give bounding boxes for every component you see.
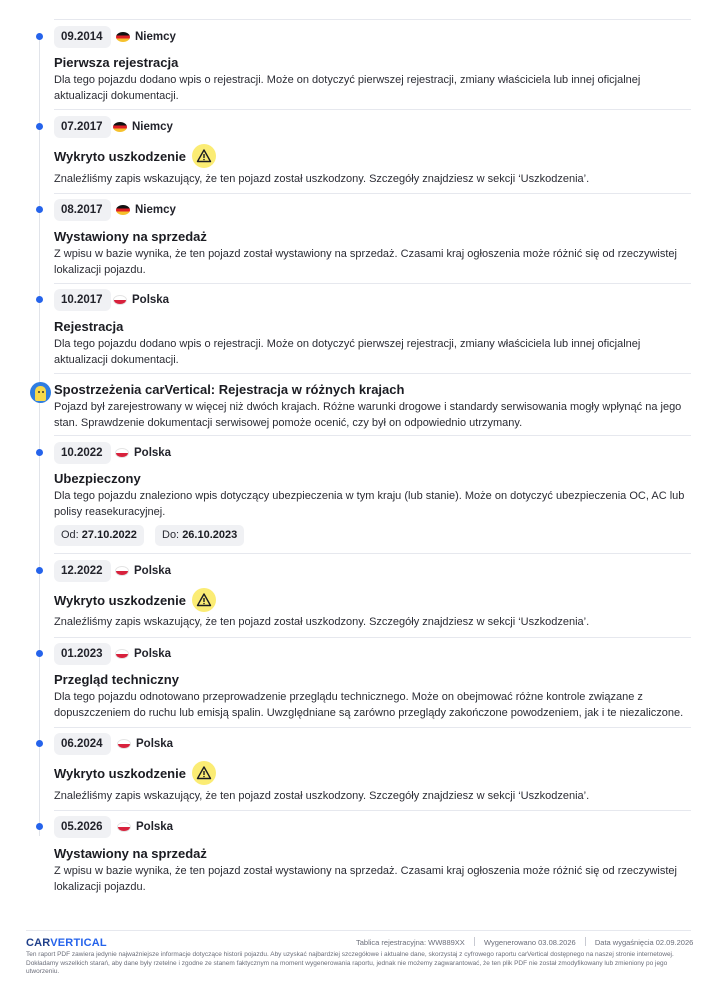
plate-value: WW889XX — [428, 938, 465, 947]
plate-label: Tablica rejestracyjna: — [356, 938, 427, 947]
country-label: Polska — [115, 447, 171, 459]
insight-description: Pojazd był zarejestrowany w więcej niż dwóch krajach. Różne warunki drogowe i standardy serwisowania mogły wpłynąć na jego stan. Sprawdzenie dokumentacji serwisowej pomoże ocenić, czy był on odpowiednio utrzymany. — [54, 401, 682, 429]
generated-value: 03.08.2026 — [538, 938, 576, 947]
divider — [54, 109, 691, 110]
event-description: Znaleźliśmy zapis wskazujący, że ten pojazd został uszkodzony. Szczegóły znajdziesz w sekcji ‘Uszkodzenia’. — [54, 173, 590, 185]
timeline-dot — [36, 823, 43, 830]
divider — [54, 553, 691, 554]
germany-flag-icon — [116, 32, 130, 42]
divider — [54, 435, 691, 436]
expiry-value: 02.09.2026 — [655, 938, 694, 947]
event-title: Wykryto uszkodzenie — [54, 588, 216, 612]
divider — [54, 637, 691, 638]
divider — [54, 19, 691, 20]
divider — [26, 930, 691, 931]
divider — [54, 283, 691, 284]
country-label: Niemcy — [116, 31, 176, 43]
divider — [54, 810, 691, 811]
date-chip: 10.2017 — [54, 289, 111, 311]
timeline-dot — [36, 567, 43, 574]
timeline-dot — [36, 206, 43, 213]
event-description: Dla tego pojazdu dodano wpis o rejestracji. Może on dotyczyć pierwszej rejestracji, zmiany właściciela lub innej oficjalnej aktualizacji dokumentacji. — [54, 338, 641, 366]
event-description: Znaleźliśmy zapis wskazujący, że ten pojazd został uszkodzony. Szczegóły znajdziesz w sekcji ‘Uszkodzenia’. — [54, 790, 590, 802]
date-chip: 09.2014 — [54, 26, 111, 48]
carvertical-logo: CARVERTICAL — [26, 937, 107, 949]
event-description: Znaleźliśmy zapis wskazujący, że ten pojazd został uszkodzony. Szczegóły znajdziesz w sekcji ‘Uszkodzenia’. — [54, 616, 590, 628]
timeline-dot — [36, 33, 43, 40]
poland-flag-icon — [115, 649, 129, 659]
poland-flag-icon — [117, 739, 131, 749]
poland-flag-icon — [115, 566, 129, 576]
country-label: Polska — [113, 294, 169, 306]
event-title: Wystawiony na sprzedaż — [54, 229, 207, 244]
poland-flag-icon — [115, 448, 129, 458]
generated-label: Wygenerowano — [484, 938, 537, 947]
germany-flag-icon — [113, 122, 127, 132]
insurance-from: Od: 27.10.2022 — [54, 525, 144, 546]
timeline-dot — [36, 650, 43, 657]
event-title: Pierwsza rejestracja — [54, 55, 179, 70]
event-title: Wykryto uszkodzenie — [54, 761, 216, 785]
country-label: Niemcy — [113, 121, 173, 133]
report-footer — [0, 930, 717, 1000]
date-chip: 12.2022 — [54, 560, 111, 582]
date-chip: 06.2024 — [54, 733, 111, 755]
event-description: Z wpisu w bazie wynika, że ten pojazd został wystawiony na sprzedaż. Czasami kraj ogłoszenia może różnić się od rzeczywistej lokalizacji pojazdu. — [54, 865, 677, 893]
date-chip: 01.2023 — [54, 643, 111, 665]
warning-icon — [192, 144, 216, 168]
date-chip: 08.2017 — [54, 199, 111, 221]
event-description: Z wpisu w bazie wynika, że ten pojazd został wystawiony na sprzedaż. Czasami kraj ogłoszenia może różnić się od rzeczywistej lokalizacji pojazdu. — [54, 248, 677, 276]
event-title: Przegląd techniczny — [54, 672, 179, 687]
date-chip: 10.2022 — [54, 442, 111, 464]
divider — [54, 373, 691, 374]
country-label: Niemcy — [116, 204, 176, 216]
poland-flag-icon — [113, 295, 127, 305]
timeline-dot — [36, 296, 43, 303]
event-title: Wystawiony na sprzedaż — [54, 846, 207, 861]
carvertical-mascot-icon — [30, 382, 51, 403]
report-meta — [356, 937, 693, 947]
expiry-label: Data wygaśnięcia — [594, 938, 654, 947]
event-title: Wykryto uszkodzenie — [54, 144, 216, 168]
timeline-dot — [36, 740, 43, 747]
country-label: Polska — [117, 738, 173, 750]
date-chip: 05.2026 — [54, 816, 111, 838]
event-description: Dla tego pojazdu dodano wpis o rejestracji. Może on dotyczyć pierwszej rejestracji, zmiany właściciela lub innej oficjalnej aktualizacji dokumentacji. — [54, 74, 641, 102]
warning-icon — [192, 761, 216, 785]
timeline-dot — [36, 123, 43, 130]
event-title: Ubezpieczony — [54, 471, 141, 486]
germany-flag-icon — [116, 205, 130, 215]
poland-flag-icon — [117, 822, 131, 832]
insight-title: Spostrzeżenia carVertical: Rejestracja w różnych krajach — [54, 382, 405, 397]
country-label: Polska — [117, 821, 173, 833]
timeline-line — [39, 36, 40, 836]
event-description: Dla tego pojazdu odnotowano przeprowadzenie przeglądu technicznego. Może on obejmować różne kontrole związane z dopuszczeniem do ruchu lub emisją spalin. Uwzględniane są zarówno przeglądy zakończone powodzeniem, jak i te niezaliczone. — [54, 691, 684, 719]
divider — [54, 193, 691, 194]
warning-icon — [192, 588, 216, 612]
country-label: Polska — [115, 565, 171, 577]
event-title: Rejestracja — [54, 319, 124, 334]
divider — [54, 727, 691, 728]
timeline-dot — [36, 449, 43, 456]
country-label: Polska — [115, 648, 171, 660]
insurance-to: Do: 26.10.2023 — [155, 525, 244, 546]
event-description: Dla tego pojazdu znaleziono wpis dotyczący ubezpieczenia w tym kraju (lub stanie). Może on dotyczyć ubezpieczenia OC, AC lub polisy reasekuracyjnej. — [54, 490, 685, 518]
date-chip: 07.2017 — [54, 116, 111, 138]
disclaimer-text: Ten raport PDF zawiera jedynie najważniejsze informacje dotyczące historii pojazdu. Aby uzyskać najbardziej szczegółowe i aktualne dane, skorzystaj z cyfrowego raportu carVertical dostępnego na naszej stronie internetowej. Dokładamy wszelkich starań, aby dane były rzetelne i zgodne ze stanem faktycznym na moment wygenerowania raportu, jednak nie możemy zagwarantować, że ten plik PDF nie został zmodyfikowany lub zmieniony po jego utworzeniu. — [26, 951, 674, 975]
